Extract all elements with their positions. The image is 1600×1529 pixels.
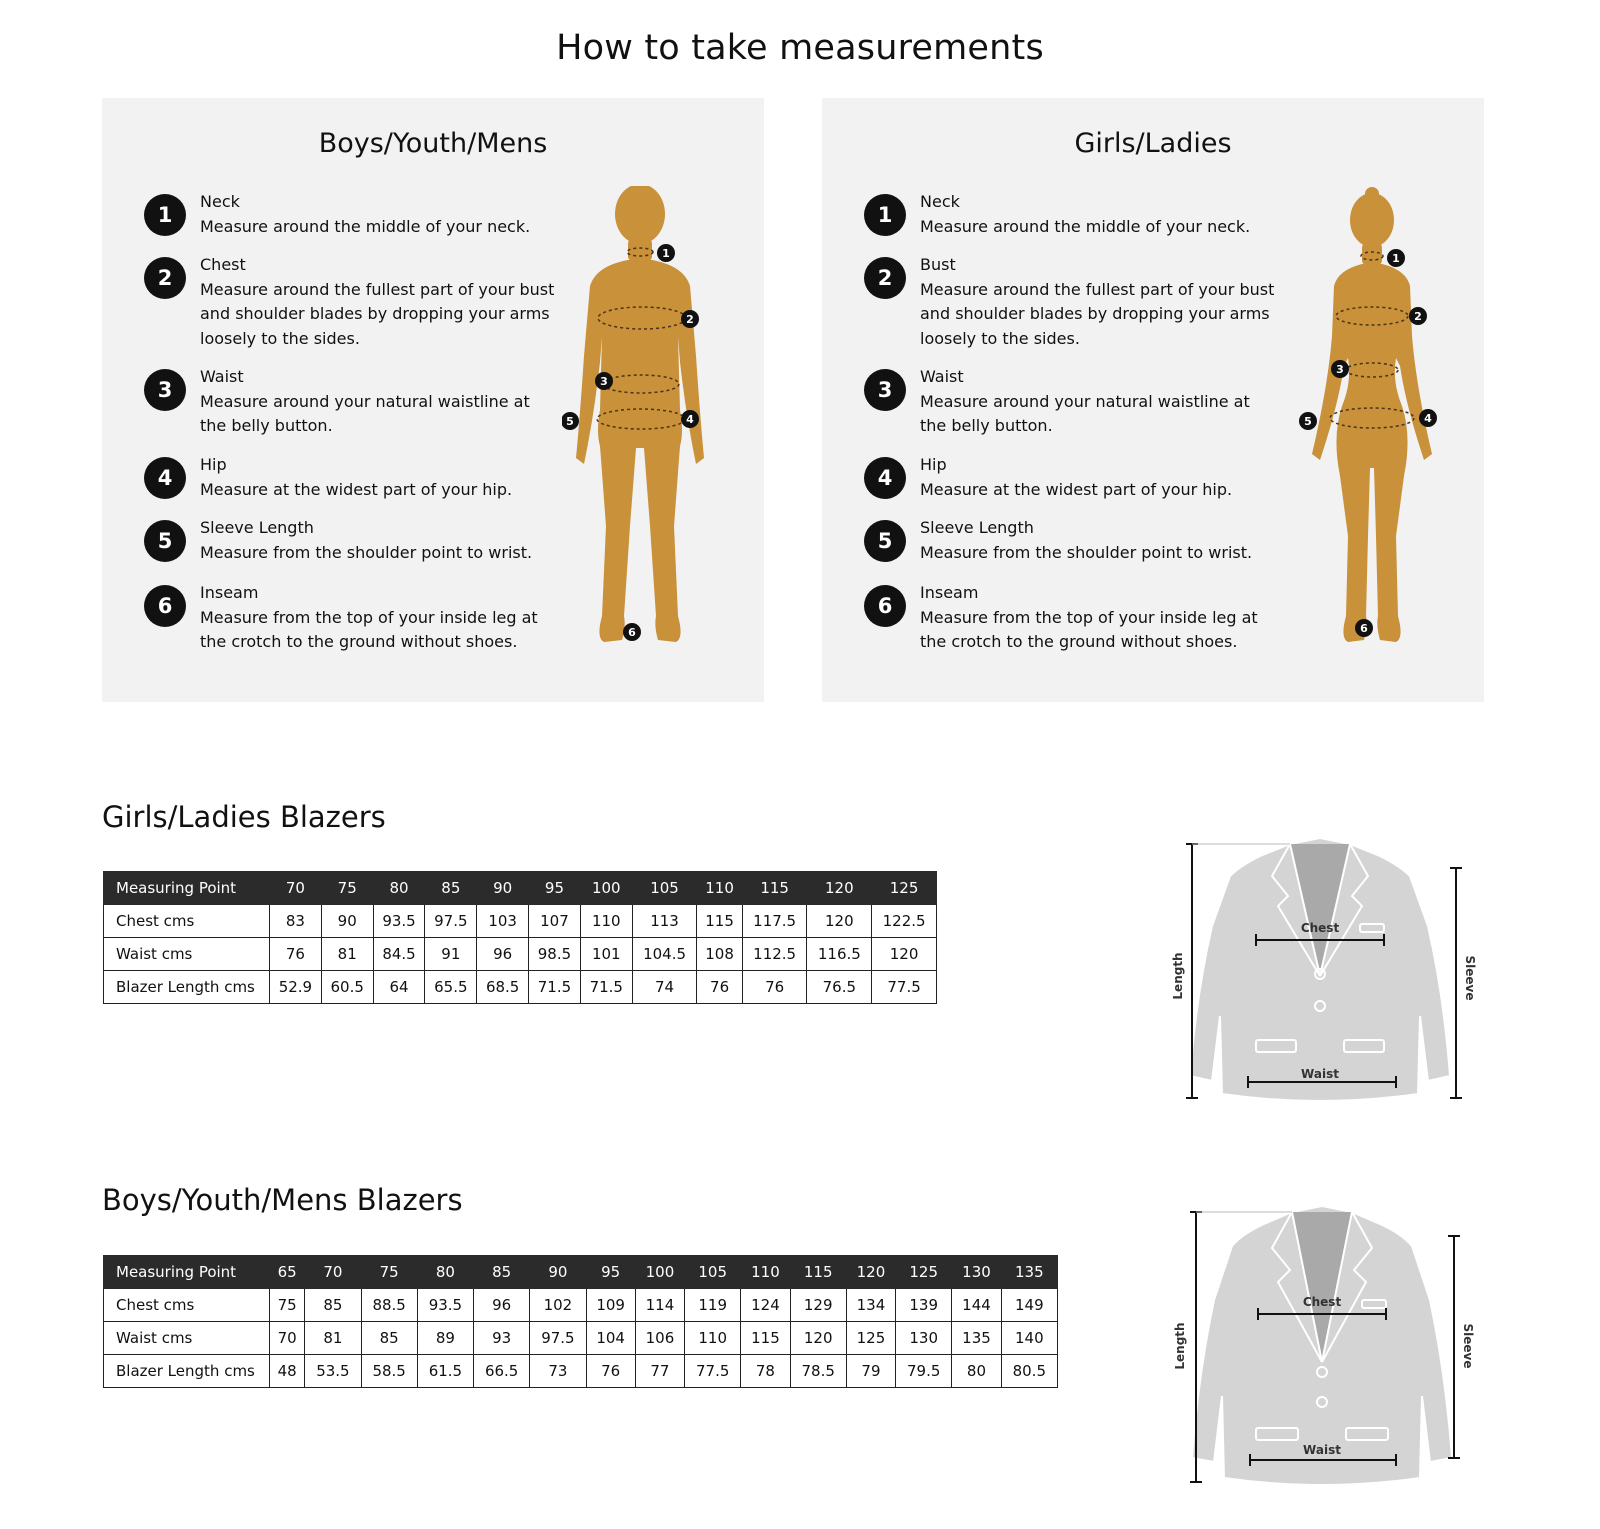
step-title: Inseam [920,583,979,602]
table-cell: 144 [952,1289,1001,1322]
size-header: 115 [790,1256,846,1289]
table-cell: 76 [270,938,322,971]
step-number-badge: 2 [864,257,906,299]
table-cell: 78.5 [790,1355,846,1388]
table-cell: 130 [896,1322,952,1355]
table-cell: 76 [697,971,742,1004]
table-cell: 93.5 [373,905,425,938]
step-number-badge: 5 [144,520,186,562]
svg-text:1: 1 [662,247,670,260]
size-header: 95 [529,872,581,905]
step-title: Inseam [200,583,259,602]
table-cell: 93 [474,1322,530,1355]
svg-text:3: 3 [1336,363,1344,376]
table-cell: 77.5 [872,971,937,1004]
size-header: 135 [1001,1256,1057,1289]
step-number-badge: 6 [864,585,906,627]
table-cell: 106 [635,1322,684,1355]
step-number-badge: 1 [144,194,186,236]
table-cell: 112.5 [742,938,807,971]
size-header: 70 [270,872,322,905]
male-body-figure [562,186,762,686]
step-title: Neck [920,192,960,211]
table-cell: 85 [305,1289,361,1322]
svg-text:2: 2 [686,313,694,326]
table-cell: 76 [742,971,807,1004]
table-cell: 140 [1001,1322,1057,1355]
size-header: 120 [807,872,872,905]
step-title: Waist [920,367,964,386]
row-label: Chest cms [104,1289,270,1322]
table-cell: 113 [632,905,697,938]
table-cell: 103 [477,905,529,938]
size-header: 100 [580,872,632,905]
table-cell: 98.5 [529,938,581,971]
table-row [104,1355,1058,1388]
chest-label: Chest [1300,921,1340,935]
step-number-badge: 4 [144,457,186,499]
sleeve-label: Sleeve [1463,955,1477,1001]
step-description: Measure around the fullest part of your bust and shoulder blades by dropping your arms loosely to the sides. [920,279,1275,348]
size-header: 125 [872,872,937,905]
step-number-badge: 3 [144,369,186,411]
size-header: 105 [685,1256,741,1289]
header-measuring-point: Measuring Point [104,1256,270,1289]
step-description: Measure from the shoulder point to wrist. [920,542,1253,562]
table-cell: 93.5 [417,1289,473,1322]
table-cell: 124 [741,1289,790,1322]
row-label: Blazer Length cms [104,1355,270,1388]
boys-blazers-size-table [103,1255,1058,1388]
header-measuring-point: Measuring Point [104,872,270,905]
table-cell: 116.5 [807,938,872,971]
sleeve-label: Sleeve [1461,1323,1475,1369]
step-description: Measure at the widest part of your hip. [200,479,513,499]
step-title: Chest [200,255,246,274]
table-cell: 110 [685,1322,741,1355]
table-cell: 77 [635,1355,684,1388]
boys-blazer-diagram [1160,1196,1480,1496]
table-cell: 97.5 [425,905,477,938]
size-header: 65 [270,1256,305,1289]
table-cell: 104 [586,1322,635,1355]
row-label: Blazer Length cms [104,971,270,1004]
row-label: Waist cms [104,1322,270,1355]
table-cell: 149 [1001,1289,1057,1322]
table-cell: 102 [530,1289,586,1322]
table-cell: 60.5 [321,971,373,1004]
table-cell: 109 [586,1289,635,1322]
table-cell: 73 [530,1355,586,1388]
table-cell: 48 [270,1355,305,1388]
size-header: 100 [635,1256,684,1289]
table-cell: 89 [417,1322,473,1355]
size-header: 105 [632,872,697,905]
table-cell: 83 [270,905,322,938]
size-header: 70 [305,1256,361,1289]
table-header-row [104,872,937,905]
table-cell: 101 [580,938,632,971]
step-title: Bust [920,255,956,274]
table-row [104,1322,1058,1355]
step-description: Measure around your natural waistline at the belly button. [200,391,530,435]
table-cell: 97.5 [530,1322,586,1355]
step-title: Waist [200,367,244,386]
step-title: Sleeve Length [920,518,1034,537]
table-header-row [104,1256,1058,1289]
step-title: Sleeve Length [200,518,314,537]
row-label: Waist cms [104,938,270,971]
female-measurements-panel [822,98,1484,702]
table-cell: 90 [321,905,373,938]
step-title: Neck [200,192,240,211]
table-cell: 120 [790,1322,846,1355]
boys-blazers-title: Boys/Youth/Mens Blazers [102,1183,463,1217]
table-cell: 71.5 [529,971,581,1004]
table-cell: 85 [361,1322,417,1355]
step-description: Measure around the middle of your neck. [920,216,1251,236]
waist-label: Waist [1303,1443,1341,1457]
table-cell: 74 [632,971,697,1004]
table-cell: 52.9 [270,971,322,1004]
svg-text:5: 5 [566,415,574,428]
step-number-badge: 1 [864,194,906,236]
svg-text:6: 6 [1360,622,1368,635]
size-header: 125 [896,1256,952,1289]
step-description: Measure from the top of your inside leg at the crotch to the ground without shoes. [920,607,1258,651]
table-cell: 68.5 [477,971,529,1004]
table-cell: 81 [321,938,373,971]
table-cell: 119 [685,1289,741,1322]
table-cell: 79.5 [896,1355,952,1388]
table-cell: 96 [474,1289,530,1322]
table-row [104,905,937,938]
step-number-badge: 2 [144,257,186,299]
size-header: 75 [361,1256,417,1289]
svg-text:1: 1 [1392,252,1400,265]
girls-blazers-size-table [103,871,937,1004]
size-header: 85 [425,872,477,905]
male-panel-title: Boys/Youth/Mens [318,128,548,159]
table-cell: 117.5 [742,905,807,938]
girls-blazers-title: Girls/Ladies Blazers [102,800,386,834]
table-cell: 115 [741,1322,790,1355]
step-description: Measure from the shoulder point to wrist. [200,542,533,562]
table-cell: 81 [305,1322,361,1355]
size-header: 95 [586,1256,635,1289]
table-cell: 107 [529,905,581,938]
table-cell: 70 [270,1322,305,1355]
size-header: 75 [321,872,373,905]
size-header: 80 [417,1256,473,1289]
size-header: 120 [846,1256,895,1289]
table-cell: 120 [872,938,937,971]
table-row [104,938,937,971]
svg-text:6: 6 [628,626,636,639]
table-cell: 125 [846,1322,895,1355]
table-cell: 104.5 [632,938,697,971]
table-cell: 77.5 [685,1355,741,1388]
row-label: Chest cms [104,905,270,938]
step-number-badge: 3 [864,369,906,411]
table-cell: 122.5 [872,905,937,938]
table-cell: 65.5 [425,971,477,1004]
svg-text:3: 3 [600,375,608,388]
table-cell: 134 [846,1289,895,1322]
male-measurements-panel [102,98,764,702]
table-cell: 78 [741,1355,790,1388]
table-row [104,1289,1058,1322]
length-label: Length [1173,1322,1187,1370]
table-cell: 53.5 [305,1355,361,1388]
step-description: Measure around the fullest part of your bust and shoulder blades by dropping your arms loosely to the sides. [200,279,555,348]
table-cell: 108 [697,938,742,971]
step-title: Hip [200,455,227,474]
table-cell: 96 [477,938,529,971]
table-cell: 76 [586,1355,635,1388]
table-cell: 75 [270,1289,305,1322]
svg-text:4: 4 [1424,412,1432,425]
size-header: 80 [373,872,425,905]
table-cell: 115 [697,905,742,938]
table-cell: 66.5 [474,1355,530,1388]
step-description: Measure at the widest part of your hip. [920,479,1233,499]
table-cell: 120 [807,905,872,938]
table-cell: 84.5 [373,938,425,971]
length-label: Length [1171,952,1185,1000]
size-header: 85 [474,1256,530,1289]
table-cell: 135 [952,1322,1001,1355]
svg-text:2: 2 [1414,310,1422,323]
table-cell: 129 [790,1289,846,1322]
female-panel-title: Girls/Ladies [1074,128,1232,159]
waist-label: Waist [1301,1067,1339,1081]
size-header: 90 [530,1256,586,1289]
size-header: 115 [742,872,807,905]
step-number-badge: 5 [864,520,906,562]
step-description: Measure around your natural waistline at the belly button. [920,391,1250,435]
table-cell: 71.5 [580,971,632,1004]
table-cell: 61.5 [417,1355,473,1388]
step-number-badge: 6 [144,585,186,627]
size-header: 90 [477,872,529,905]
size-header: 130 [952,1256,1001,1289]
table-row [104,971,937,1004]
table-cell: 114 [635,1289,684,1322]
page-title: How to take measurements [556,28,1044,68]
size-header: 110 [741,1256,790,1289]
svg-text:4: 4 [686,413,694,426]
table-cell: 91 [425,938,477,971]
girls-blazer-diagram [1160,826,1480,1111]
table-cell: 110 [580,905,632,938]
table-cell: 76.5 [807,971,872,1004]
step-description: Measure around the middle of your neck. [200,216,531,236]
female-silhouette [1312,187,1432,642]
table-cell: 139 [896,1289,952,1322]
table-cell: 88.5 [361,1289,417,1322]
table-cell: 58.5 [361,1355,417,1388]
chest-label: Chest [1302,1295,1342,1309]
size-header: 110 [697,872,742,905]
blazer-icon [1190,838,1450,1101]
svg-text:5: 5 [1304,415,1312,428]
step-number-badge: 4 [864,457,906,499]
table-cell: 80.5 [1001,1355,1057,1388]
table-cell: 79 [846,1355,895,1388]
step-description: Measure from the top of your inside leg at the crotch to the ground without shoes. [200,607,538,651]
table-cell: 80 [952,1355,1001,1388]
step-title: Hip [920,455,947,474]
female-body-figure [1282,186,1482,686]
table-cell: 64 [373,971,425,1004]
